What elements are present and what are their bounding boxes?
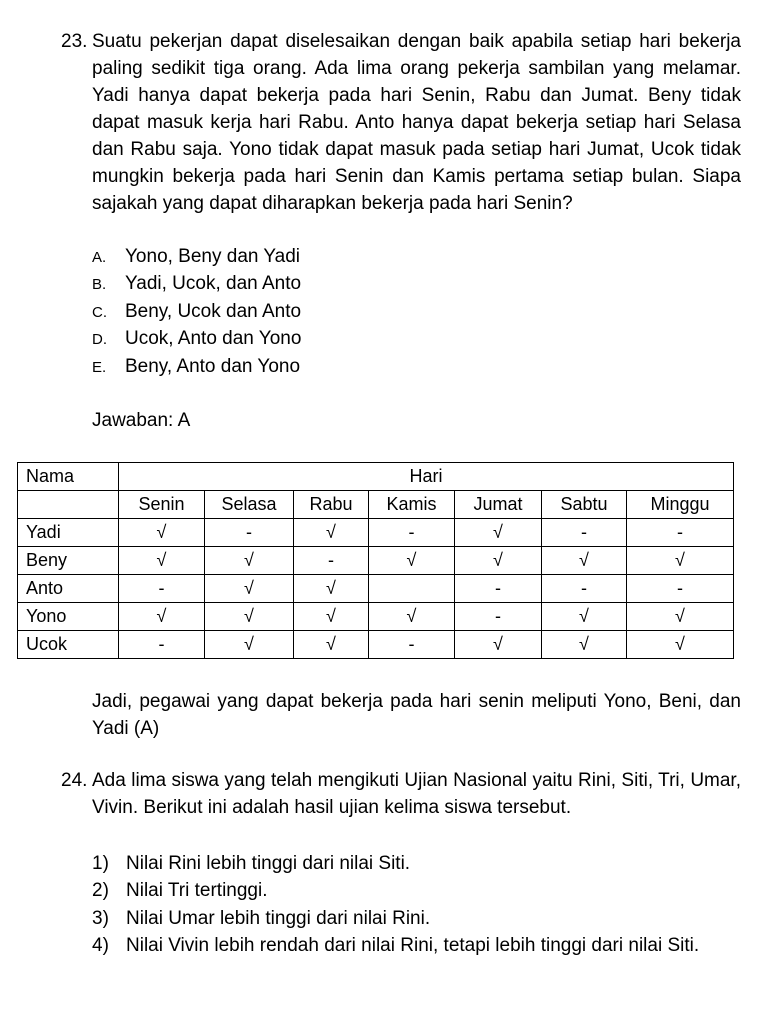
table-row — [18, 631, 734, 659]
table-cell — [369, 575, 455, 603]
day-header: Minggu — [627, 491, 734, 519]
day-header: Selasa — [205, 491, 294, 519]
list-item-number: 1) — [92, 853, 109, 874]
table-cell: - — [455, 603, 542, 631]
table-cell: - — [294, 547, 369, 575]
table-cell: √ — [294, 575, 369, 603]
table-cell: - — [542, 575, 627, 603]
table-cell: - — [627, 575, 734, 603]
option-b — [92, 270, 301, 298]
table-cell: √ — [294, 519, 369, 547]
day-header: Rabu — [294, 491, 369, 519]
table-cell: - — [542, 519, 627, 547]
option-a-letter: A. — [92, 249, 107, 266]
option-c-letter: C. — [92, 304, 107, 321]
table-cell: √ — [455, 547, 542, 575]
day-header: Jumat — [455, 491, 542, 519]
answer-text: Jawaban: A — [92, 410, 191, 431]
table-cell: √ — [627, 547, 734, 575]
table-cell: √ — [369, 547, 455, 575]
table-cell: - — [369, 519, 455, 547]
day-header: Kamis — [369, 491, 455, 519]
list-item — [92, 932, 741, 959]
table-cell: √ — [369, 603, 455, 631]
table-cell: - — [627, 519, 734, 547]
header-blank — [18, 491, 119, 519]
list-item-text: Nilai Umar lebih tinggi dari nilai Rini. — [126, 908, 431, 929]
table-cell: √ — [119, 547, 205, 575]
list-item — [92, 877, 741, 904]
list-item — [92, 905, 741, 932]
option-c-text: Beny, Ucok dan Anto — [125, 301, 302, 322]
row-name: Ucok — [18, 631, 119, 659]
schedule-table — [17, 462, 734, 659]
table-cell: √ — [205, 603, 294, 631]
table-row — [18, 603, 734, 631]
question-23-number: 23. — [61, 31, 88, 52]
option-b-text: Yadi, Ucok, dan Anto — [125, 273, 302, 294]
table-cell: √ — [542, 631, 627, 659]
table-cell: √ — [455, 631, 542, 659]
conclusion-text: Jadi, pegawai yang dapat bekerja pada hari senin meliputi Yono, Beni, dan Yadi (A) — [92, 691, 741, 739]
list-item-number: 4) — [92, 935, 109, 956]
list-item-text: Nilai Rini lebih tinggi dari nilai Siti. — [126, 853, 411, 874]
question-24-text: Ada lima siswa yang telah mengikuti Ujian Nasional yaitu Rini, Siti, Tri, Umar, Vivin. Berikut ini adalah hasil ujian kelima siswa tersebut. — [92, 770, 741, 818]
list-item-number: 2) — [92, 880, 109, 901]
table-cell: √ — [205, 547, 294, 575]
option-d-text: Ucok, Anto dan Yono — [125, 328, 302, 349]
row-name: Yono — [18, 603, 119, 631]
table-cell: √ — [119, 519, 205, 547]
row-name: Anto — [18, 575, 119, 603]
row-name: Yadi — [18, 519, 119, 547]
list-item — [92, 850, 741, 877]
option-e-text: Beny, Anto dan Yono — [125, 356, 301, 377]
table-days-row — [18, 491, 734, 519]
day-header: Sabtu — [542, 491, 627, 519]
table-cell: √ — [627, 631, 734, 659]
day-header: Senin — [119, 491, 205, 519]
table-cell: √ — [119, 603, 205, 631]
question-24-number: 24. — [61, 770, 88, 791]
table-cell: √ — [205, 631, 294, 659]
table-cell: - — [119, 575, 205, 603]
table-cell: √ — [205, 575, 294, 603]
row-name: Beny — [18, 547, 119, 575]
option-a — [92, 243, 300, 271]
table-row — [18, 575, 734, 603]
list-item-text: Nilai Tri tertinggi. — [126, 880, 268, 901]
option-e — [92, 353, 300, 381]
table-cell: - — [455, 575, 542, 603]
option-c — [92, 298, 301, 326]
table-cell: √ — [542, 547, 627, 575]
option-b-letter: B. — [92, 276, 107, 293]
list-item-number: 3) — [92, 908, 109, 929]
table-cell: - — [369, 631, 455, 659]
question-23-text: Suatu pekerjan dapat diselesaikan dengan baik apabila setiap hari bekerja paling sedikit tiga orang. Ada lima orang pekerja sambilan yang melamar. Yadi hanya dapat bekerja pada hari Senin, Rabu dan Jumat. Beny tidak dapat masuk kerja hari Rabu. Anto hanya dapat bekerja setiap hari Selasa dan Rabu saja. Yono tidak dapat masuk pada setiap hari Jumat, Ucok tidak mungkin bekerja pada hari Senin dan Kamis pertama setiap bulan. Siapa sajakah yang dapat diharapkan bekerja pada hari Senin? — [92, 31, 741, 214]
table-cell: √ — [294, 603, 369, 631]
option-d-letter: D. — [92, 331, 107, 348]
table-cell: √ — [627, 603, 734, 631]
table-cell: - — [205, 519, 294, 547]
option-a-text: Yono, Beny dan Yadi — [125, 246, 301, 267]
table-row — [18, 519, 734, 547]
table-cell: √ — [542, 603, 627, 631]
header-nama: Nama — [18, 463, 119, 491]
table-cell: - — [119, 631, 205, 659]
table-cell: √ — [455, 519, 542, 547]
option-e-letter: E. — [92, 359, 107, 376]
table-header-row — [18, 463, 734, 491]
option-d — [92, 325, 301, 353]
list-item-text: Nilai Vivin lebih rendah dari nilai Rini, tetapi lebih tinggi dari nilai Siti. — [126, 935, 700, 956]
table-cell: √ — [294, 631, 369, 659]
header-hari: Hari — [119, 463, 734, 491]
table-row — [18, 547, 734, 575]
